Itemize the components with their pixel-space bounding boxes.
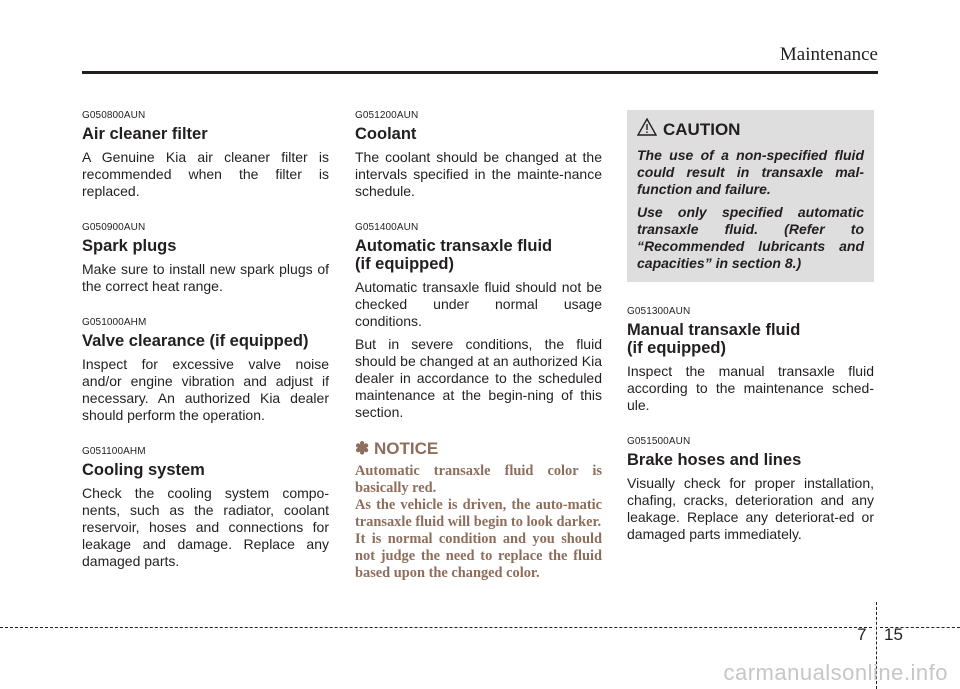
section-code: G051400AUN (355, 222, 419, 233)
watermark: carmanualsonline.info (723, 660, 948, 685)
section-heading: Valve clearance (if equipped) (82, 332, 309, 350)
section-automatic-transaxle (355, 222, 602, 421)
notice-box (355, 439, 602, 582)
section-body: But in severe conditions, the fluid should be changed at an authorized Kia dealer in accordance to the scheduled maintenance at the begin-ning of this section. (355, 336, 602, 420)
heading-line-1: Manual transaxle fluid (627, 321, 801, 339)
section-body: Check the cooling system compo-nents, such as the radiator, coolant reservoir, hoses and connections for leakage and damage. Replace any damaged parts. (82, 485, 329, 569)
section-manual-transaxle (627, 306, 874, 414)
caution-box (627, 110, 874, 282)
section-heading: Brake hoses and lines (627, 451, 802, 469)
section-body: Automatic transaxle fluid should not be checked under normal usage conditions. (355, 279, 602, 329)
chapter-number: 7 (857, 625, 867, 644)
notice-title: ✽ NOTICE (355, 439, 439, 458)
section-body: A Genuine Kia air cleaner filter is recommended when the filter is replaced. (82, 149, 329, 199)
section-spark-plugs (82, 222, 329, 295)
section-heading (627, 321, 874, 357)
notice-line: It is normal condition and you should not judge the need to replace the fluid based upon the changed color. (355, 531, 602, 581)
heading-line-1: Automatic transaxle fluid (355, 237, 553, 255)
section-code: G050800AUN (82, 110, 146, 121)
caution-title-text: CAUTION (663, 119, 741, 139)
caution-paragraph: The use of a non-specified fluid could result in transaxle mal-function and failure. (637, 147, 864, 197)
section-heading: Spark plugs (82, 237, 177, 255)
section-brake-hoses (627, 436, 874, 543)
section-code: G051100AHM (82, 446, 146, 457)
caution-title (637, 118, 864, 141)
section-code: G051300AUN (627, 306, 691, 317)
section-code: G051200AUN (355, 110, 419, 121)
section-heading: Air cleaner filter (82, 125, 208, 143)
section-body: Visually check for proper installation, chafing, cracks, deterioration and any leakage. Replace any deteriorat-ed or damaged parts immediately. (627, 475, 874, 542)
notice-line: Automatic transaxle fluid color is basically red. (355, 463, 602, 496)
section-body: Make sure to install new spark plugs of the correct heat range. (82, 261, 329, 294)
column-3 (627, 110, 874, 565)
header-rule (82, 71, 878, 74)
section-body: Inspect for excessive valve noise and/or engine vibration and adjust if necessary. An authorized Kia dealer should perform the operation. (82, 356, 329, 423)
section-heading: Coolant (355, 125, 417, 143)
section-body: The coolant should be changed at the intervals specified in the mainte-nance schedule. (355, 149, 602, 199)
caution-paragraph: Use only specified automatic transaxle fluid. (Refer to “Recommended lubricants and capacities” in section 8.) (637, 204, 864, 271)
page-header-title: Maintenance (779, 44, 878, 65)
section-air-cleaner (82, 110, 329, 200)
column-1 (82, 110, 329, 592)
section-heading: Cooling system (82, 461, 205, 479)
column-2 (355, 110, 602, 582)
section-code: G050900AUN (82, 222, 146, 233)
section-body: Inspect the manual transaxle fluid according to the maintenance sched-ule. (627, 363, 874, 413)
heading-line-2: (if equipped) (627, 339, 726, 357)
section-code: G051500AUN (627, 436, 691, 447)
footer-divider (0, 627, 872, 628)
section-code: G051000AHM (82, 317, 147, 328)
heading-line-2: (if equipped) (355, 255, 454, 273)
page-number: 15 (884, 625, 903, 644)
section-coolant (355, 110, 602, 200)
section-valve-clearance (82, 317, 329, 424)
warning-triangle-icon (637, 118, 657, 141)
notice-line: As the vehicle is driven, the auto-matic transaxle fluid will begin to look darker. (355, 497, 602, 530)
section-heading (355, 237, 602, 273)
section-cooling-system (82, 446, 329, 570)
